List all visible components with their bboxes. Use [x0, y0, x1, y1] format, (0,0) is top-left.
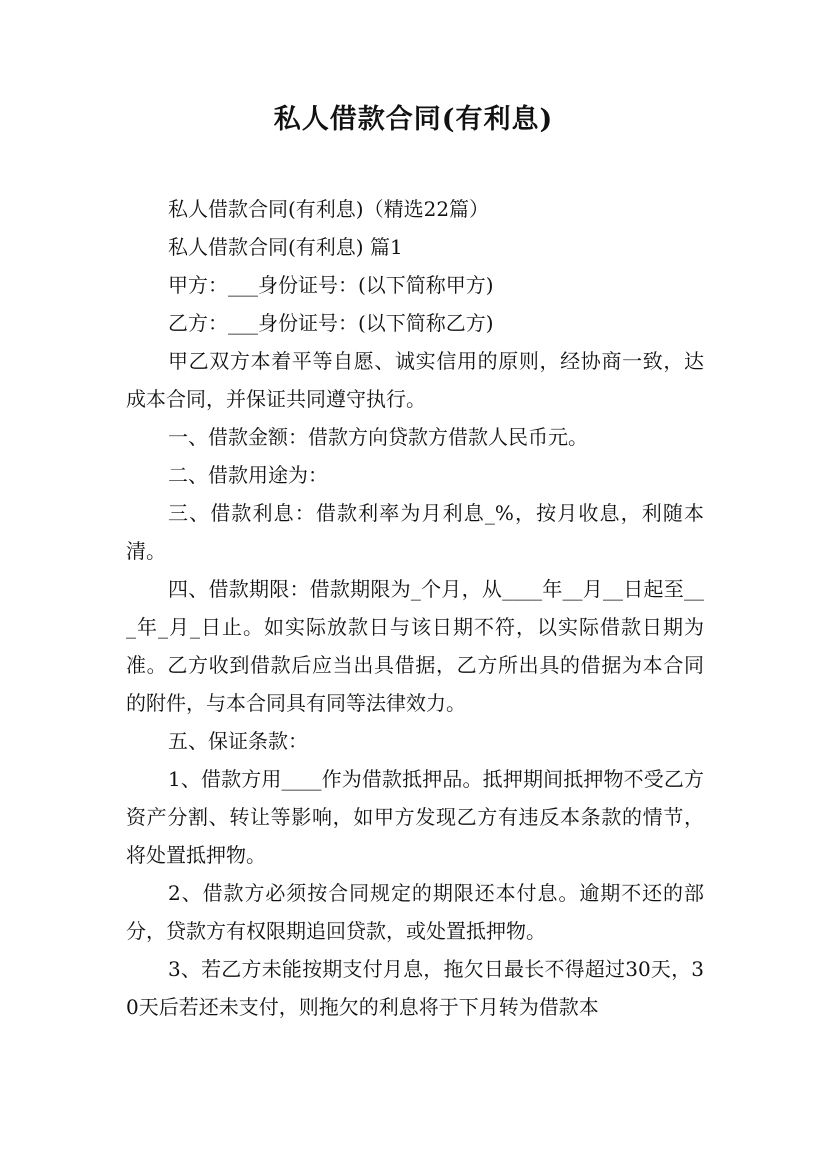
paragraph-section-heading: 私人借款合同(有利息) 篇1 — [168, 235, 403, 259]
paragraph-loan-term: 四、借款期限：借款期限为_个月，从____年__月__日起至___年_月_日止。如实际放款日与该日期不符，以实际借款日期为准。乙方收到借款后应当出具借据，乙方所出具的借据为本合同的附件，与本合同具有同等法律效力。 — [126, 577, 704, 715]
paragraph-loan-purpose: 二、借款用途为： — [168, 463, 328, 487]
paragraph-loan-amount: 一、借款金额：借款方向贷款方借款人民币元。 — [168, 425, 588, 449]
paragraph-guarantee-item-3: 3、若乙方未能按期支付月息，拖欠日最长不得超过30天，30天后若还未支付，则拖欠的利息将于下月转为借款本 — [126, 957, 704, 1019]
paragraph-party-b: 乙方：___身份证号：(以下简称乙方) — [168, 311, 494, 335]
document-title: 私人借款合同(有利息) — [273, 104, 554, 135]
document-body — [126, 190, 704, 1026]
paragraph-guarantee-item-1: 1、借款方用____作为借款抵押品。抵押期间抵押物不受乙方资产分割、转让等影响，如甲方发现乙方有违反本条款的情节，将处置抵押物。 — [126, 767, 704, 867]
paragraph-loan-interest: 三、借款利息：借款利率为月利息_%，按月收息，利随本清。 — [126, 501, 704, 563]
paragraph-preamble: 甲乙双方本着平等自愿、诚实信用的原则，经协商一致，达成本合同，并保证共同遵守执行。 — [126, 349, 704, 411]
paragraph-guarantee-item-2: 2、借款方必须按合同规定的期限还本付息。逾期不还的部分，贷款方有权限期追回贷款，或处置抵押物。 — [126, 881, 704, 943]
paragraph-guarantee-heading: 五、保证条款： — [168, 729, 308, 753]
paragraph-party-a: 甲方：___身份证号：(以下简称甲方) — [168, 273, 494, 297]
paragraph-subtitle: 私人借款合同(有利息)（精选22篇） — [168, 197, 490, 221]
